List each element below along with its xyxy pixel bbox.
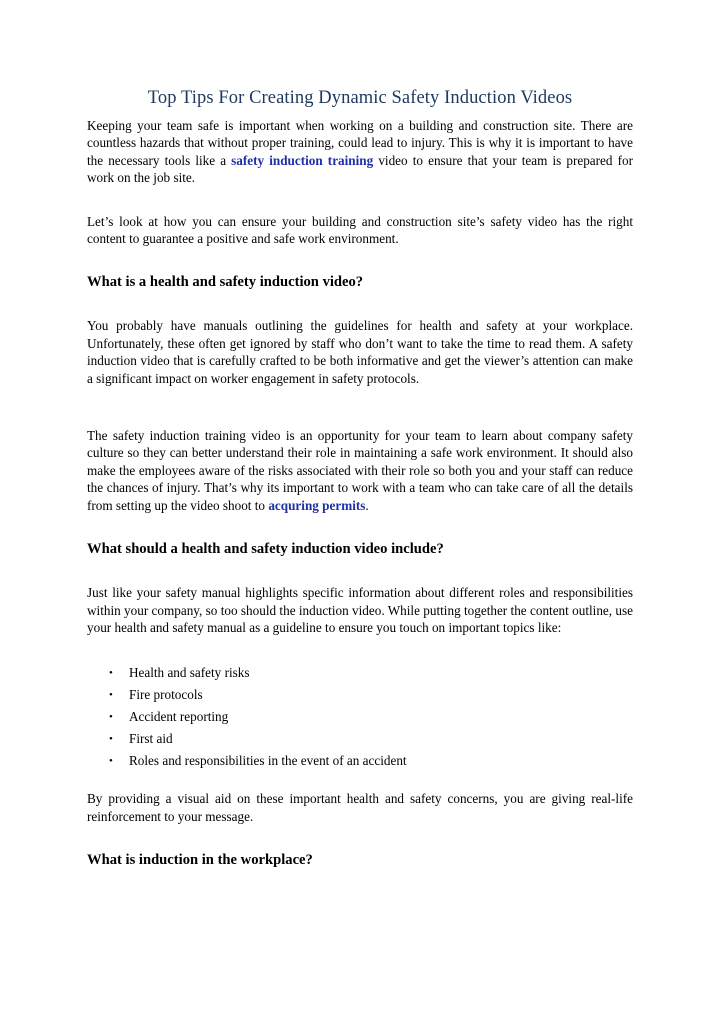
section2-paragraph-2: By providing a visual aid on these important health and safety concerns, you are giving real-life reinforcement to your message. <box>87 791 633 824</box>
spacer <box>87 387 633 427</box>
spacer <box>87 514 633 540</box>
bullet-icon: • <box>109 733 113 746</box>
spacer <box>87 772 633 790</box>
page-title: Top Tips For Creating Dynamic Safety Induction Videos <box>147 88 573 108</box>
list-item-text: Health and safety risks <box>129 665 250 681</box>
spacer <box>87 636 633 662</box>
safety-induction-training-link[interactable]: safety induction training <box>231 152 374 168</box>
spacer <box>87 291 633 317</box>
spacer <box>87 825 633 851</box>
list-item-text: First aid <box>129 731 173 747</box>
bullet-icon: • <box>109 689 113 702</box>
list-item-text: Fire protocols <box>129 687 203 703</box>
list-item <box>109 750 633 772</box>
section-heading-what-is-video: What is a health and safety induction video? <box>87 274 364 291</box>
intro-text-after-link: video to ensure that your team is prepared for work on the job site. <box>87 152 633 186</box>
list-item-text: Accident reporting <box>129 709 229 725</box>
intro-paragraph-2: Let’s look at how you can ensure your building and construction site’s safety video has the right content to guarantee a positive and safe work environment. <box>87 213 633 247</box>
section1-paragraph-2 <box>87 427 633 514</box>
section1-text-before-link: The safety induction training video is an opportunity for your team to learn about company safety culture so they can better understand their role in maintaining a safe work environment. It should also make the employees aware of the risks associated with their role so both you and your staff can reduce the chances of injury. That’s why its important to work with a team who can take care of all the details from setting up the video shoot to <box>87 428 633 513</box>
spacer <box>87 247 633 273</box>
intro-paragraph-1 <box>87 117 633 187</box>
list-item <box>109 706 633 728</box>
topics-list <box>87 662 633 772</box>
bullet-icon: • <box>109 755 113 768</box>
bullet-icon: • <box>109 667 113 680</box>
intro-text-before-link: Keeping your team safe is important when working on a building and construction site. There are countless hazards that without proper training, could lead to injury. This is why it is important to have the necessary tools like a <box>87 118 633 168</box>
spacer <box>87 558 633 584</box>
section-heading-what-to-include: What should a health and safety induction video include? <box>87 541 444 558</box>
document-body <box>87 88 633 869</box>
bullet-icon: • <box>109 711 113 724</box>
section1-text-after-link: . <box>365 497 369 513</box>
spacer <box>87 187 633 213</box>
list-item <box>109 662 633 684</box>
list-item <box>109 728 633 750</box>
section1-paragraph-1: You probably have manuals outlining the guidelines for health and safety at your workplace. Unfortunately, these often get ignored by staff who don’t want to take the time to read them. A safety induction video that is carefully crafted to be both informative and get the viewer’s attention can make a significant impact on worker engagement in safety protocols. <box>87 318 633 386</box>
section2-paragraph-1: Just like your safety manual highlights specific information about different roles and responsibilities within your company, so too should the induction video. While putting together the content outline, use your health and safety manual as a guideline to ensure you touch on important topics like: <box>87 585 633 635</box>
section-heading-workplace-induction: What is induction in the workplace? <box>87 852 313 869</box>
acquring-permits-link[interactable]: acquring permits <box>268 497 366 513</box>
list-item <box>109 684 633 706</box>
list-item-text: Roles and responsibilities in the event of an accident <box>129 753 407 769</box>
